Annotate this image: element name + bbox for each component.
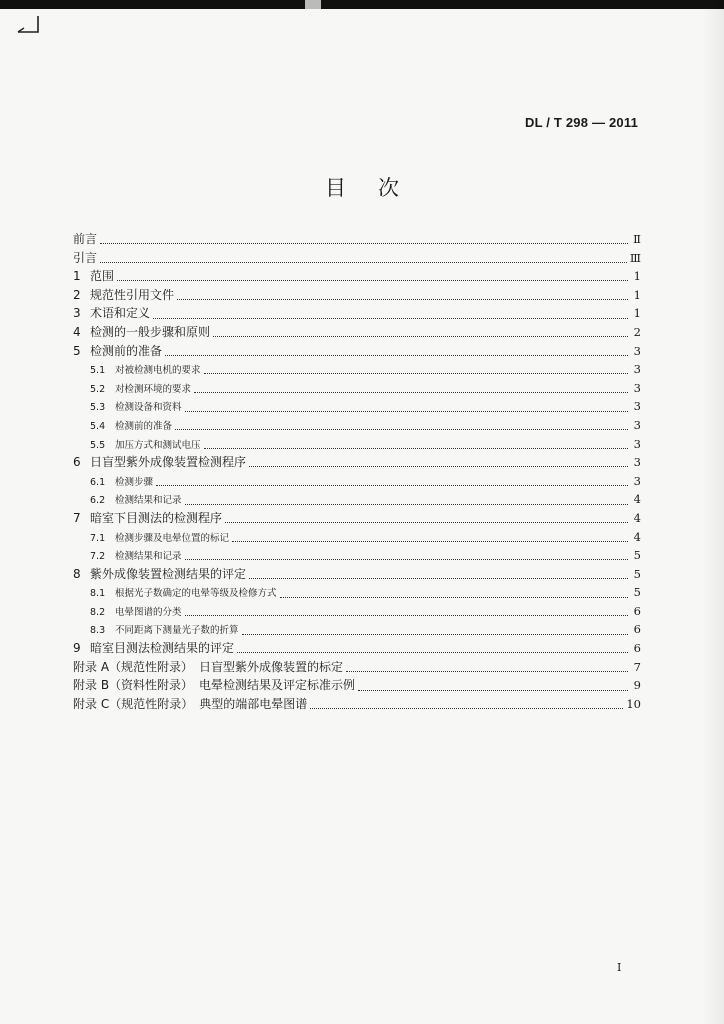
toc-entry-label: 电晕图谱的分类 [115, 606, 182, 618]
toc-dot-leader [310, 705, 623, 709]
toc-entry-label: 检测结果和记录 [115, 495, 182, 507]
toc-dot-leader [153, 315, 628, 319]
toc-entry-page: 2 [633, 324, 641, 339]
page-number: I [617, 961, 622, 974]
toc-dot-leader [225, 519, 628, 523]
toc-entry-page: 3 [633, 399, 641, 414]
toc-dot-leader [156, 482, 628, 486]
toc-entry[interactable] [73, 379, 641, 398]
toc-dot-leader [194, 389, 628, 393]
toc-entry-page: 3 [633, 473, 641, 488]
toc-entry[interactable] [73, 342, 641, 361]
toc-entry[interactable] [73, 453, 641, 472]
toc-entry-page: 4 [633, 510, 641, 525]
toc-entry-page: 7 [633, 659, 641, 674]
toc-entry-label: 检测前的准备 [115, 420, 173, 432]
toc-entry[interactable] [73, 304, 641, 323]
toc-entry[interactable] [73, 528, 641, 547]
standard-code: DL / T 298 — 2011 [525, 115, 638, 130]
scan-corner-mark-icon [14, 14, 42, 36]
toc-entry-page: 1 [633, 269, 641, 284]
toc-entry-page: Ⅱ [633, 232, 641, 246]
title-char-1: 目 [325, 176, 346, 200]
toc-entry-page: 3 [633, 417, 641, 432]
toc-entry[interactable] [73, 416, 641, 435]
toc-entry-label: 检测前的准备 [90, 343, 163, 358]
toc-entry-page: 9 [633, 678, 641, 693]
toc-dot-leader [204, 370, 628, 374]
toc-entry-number: 8.3 [90, 625, 106, 637]
toc-entry-label: 规范性引用文件 [90, 287, 175, 302]
toc-entry-number: 8.2 [90, 606, 106, 618]
toc-dot-leader [213, 333, 628, 337]
toc-entry-label: 检测结果和记录 [115, 551, 182, 563]
toc-entry-number: 5.5 [90, 439, 106, 451]
toc-dot-leader [204, 445, 628, 449]
table-of-contents [73, 230, 641, 713]
toc-entry[interactable] [73, 230, 641, 249]
toc-entry-label: 术语和定义 [90, 306, 151, 321]
toc-entry-label: 根据光子数确定的电晕等级及检修方式 [115, 588, 277, 600]
toc-entry[interactable] [73, 286, 641, 305]
toc-entry-page: 3 [633, 343, 641, 358]
toc-dot-leader [100, 259, 627, 263]
toc-entry-label: 暗室目测法检测结果的评定 [90, 641, 235, 656]
toc-entry-label: 范围 [90, 269, 115, 284]
toc-entry-label: 前言 [73, 232, 98, 246]
toc-entry-page: 1 [633, 306, 641, 321]
toc-entry[interactable] [73, 602, 641, 621]
toc-dot-leader [249, 575, 628, 579]
toc-dot-leader [177, 296, 628, 300]
toc-entry-label: 附录 A（规范性附录） 日盲型紫外成像装置的标定 [73, 659, 344, 674]
toc-entry-number: 7.2 [90, 551, 106, 563]
toc-dot-leader [100, 240, 628, 244]
toc-entry[interactable] [73, 620, 641, 639]
toc-entry[interactable] [73, 490, 641, 509]
toc-entry-number: 1 [73, 269, 81, 284]
toc-entry[interactable] [73, 639, 641, 658]
page-title [0, 172, 724, 202]
toc-entry-number: 3 [73, 306, 81, 321]
toc-entry-number: 5.2 [90, 383, 106, 395]
toc-entry[interactable] [73, 397, 641, 416]
toc-dot-leader [185, 556, 628, 560]
toc-entry-number: 4 [73, 324, 81, 339]
title-char-2: 次 [378, 176, 399, 200]
toc-entry-label: 暗室下目测法的检测程序 [90, 510, 223, 525]
toc-dot-leader [185, 612, 628, 616]
toc-entry[interactable] [73, 658, 641, 677]
toc-entry-label: 对被检测电机的要求 [115, 365, 201, 377]
toc-entry-label: 附录 B（资料性附录） 电晕检测结果及评定标准示例 [73, 678, 356, 693]
toc-entry-number: 2 [73, 287, 81, 302]
toc-entry-number: 7.1 [90, 532, 106, 544]
toc-entry-label: 引言 [73, 250, 98, 265]
toc-entry-number: 8 [73, 566, 81, 581]
toc-entry-label: 检测设备和资料 [115, 402, 182, 414]
toc-entry-label: 附录 C（规范性附录） 典型的端部电晕图谱 [73, 696, 308, 711]
scan-edge-shadow [702, 0, 724, 1024]
toc-entry[interactable] [73, 249, 641, 268]
toc-entry-label: 检测步骤 [115, 476, 154, 488]
toc-entry-label: 对检测环境的要求 [115, 383, 192, 395]
toc-entry-page: 4 [633, 492, 641, 507]
toc-entry-page: 5 [633, 566, 641, 581]
toc-dot-leader [280, 594, 628, 598]
toc-entry[interactable] [73, 676, 641, 695]
toc-entry[interactable] [73, 509, 641, 528]
toc-dot-leader [175, 426, 628, 430]
toc-entry[interactable] [73, 323, 641, 342]
toc-dot-leader [185, 408, 628, 412]
toc-dot-leader [358, 687, 628, 691]
toc-dot-leader [165, 352, 628, 356]
toc-entry[interactable] [73, 565, 641, 584]
toc-entry-page: 3 [633, 455, 641, 470]
toc-entry-number: 6 [73, 455, 81, 470]
toc-entry-label: 日盲型紫外成像装置检测程序 [90, 455, 247, 470]
toc-dot-leader [232, 538, 628, 542]
toc-entry-page: 3 [633, 362, 641, 377]
toc-entry-number: 7 [73, 510, 81, 525]
toc-entry-number: 5.1 [90, 365, 106, 377]
toc-entry[interactable] [73, 360, 641, 379]
toc-entry-number: 8.1 [90, 588, 106, 600]
toc-dot-leader [237, 649, 628, 653]
toc-dot-leader [346, 668, 628, 672]
toc-entry-number: 6.1 [90, 476, 106, 488]
toc-entry-page: 6 [633, 622, 641, 637]
toc-entry-page: 4 [633, 529, 641, 544]
toc-entry-label: 不同距离下测量光子数的折算 [115, 625, 239, 637]
toc-entry-page: 6 [633, 603, 641, 618]
toc-entry-label: 检测步骤及电晕位置的标记 [115, 532, 230, 544]
toc-entry-number: 6.2 [90, 495, 106, 507]
toc-dot-leader [242, 631, 628, 635]
scan-top-border [0, 0, 724, 9]
toc-entry[interactable] [73, 435, 641, 454]
toc-entry-page: 1 [633, 287, 641, 302]
toc-dot-leader [249, 463, 628, 467]
toc-entry-label: 检测的一般步骤和原则 [90, 324, 211, 339]
toc-entry-page: Ⅲ [629, 250, 641, 265]
toc-entry[interactable] [73, 472, 641, 491]
toc-entry-page: 5 [633, 585, 641, 600]
toc-entry-page: 5 [633, 548, 641, 563]
toc-entry[interactable] [73, 546, 641, 565]
toc-entry-number: 5.4 [90, 420, 106, 432]
toc-entry-label: 紫外成像装置检测结果的评定 [90, 566, 247, 581]
toc-entry[interactable] [73, 267, 641, 286]
toc-entry-number: 9 [73, 641, 81, 656]
toc-entry[interactable] [73, 695, 641, 714]
toc-entry[interactable] [73, 583, 641, 602]
toc-entry-label: 加压方式和测试电压 [115, 439, 201, 451]
toc-entry-page: 6 [633, 641, 641, 656]
toc-dot-leader [185, 501, 628, 505]
toc-entry-number: 5.3 [90, 402, 106, 414]
toc-entry-page: 3 [633, 380, 641, 395]
toc-entry-number: 5 [73, 343, 81, 358]
toc-entry-page: 3 [633, 436, 641, 451]
toc-dot-leader [117, 277, 628, 281]
toc-entry-page: 10 [626, 696, 641, 711]
